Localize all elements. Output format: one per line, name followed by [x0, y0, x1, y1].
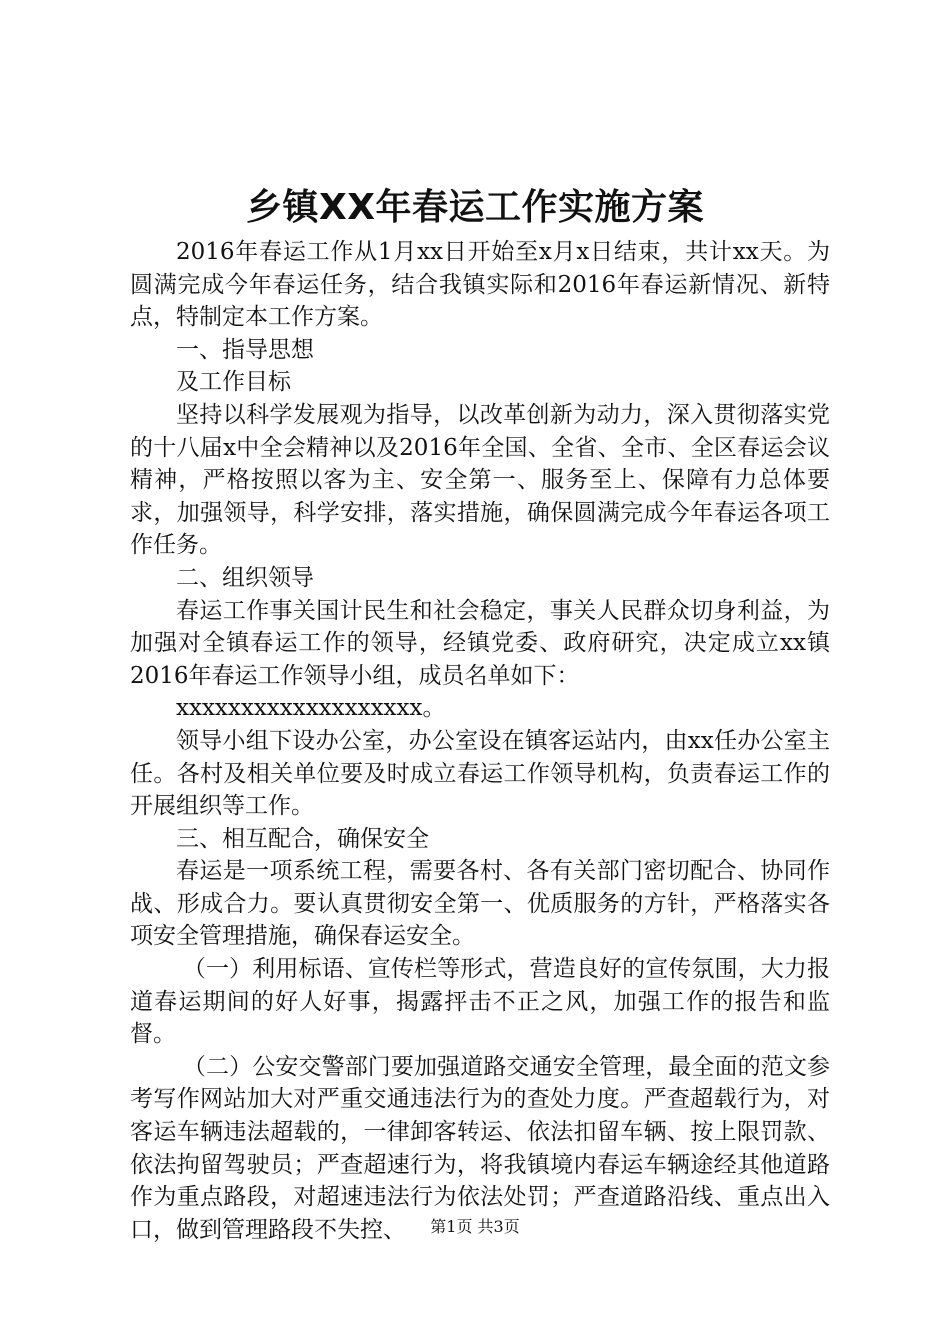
paragraph-guiding-thought: 坚持以科学发展观为指导，以改革创新为动力，深入贯彻落实党的十八届x中全会精神以及2016年全国、全省、全市、全区春运会议精神，严格按照以客为主、安全第一、服务至上、保障有力总体要求，加强领导，科学安排，落实措施，确保圆满完成今年春运各项工作任务。	[130, 401, 830, 559]
heading-organization: 二、组织领导	[176, 564, 314, 591]
document-body	[130, 236, 830, 1246]
page-footer: 第1页 共3页	[430, 1217, 520, 1236]
document-title: 乡镇XX年春运工作实施方案	[245, 187, 704, 228]
paragraph-cooperation: 春运是一项系统工程，需要各村、各有关部门密切配合、协同作战、形成合力。要认真贯彻安全第一、优质服务的方针，严格落实各项安全管理措施，确保春运安全。	[130, 858, 830, 950]
paragraph-intro: 2016年春运工作从1月xx日开始至x月x日结束，共计xx天。为圆满完成今年春运任务，结合我镇实际和2016年春运新情况、新特点，特制定本工作方案。	[130, 239, 830, 331]
paragraph-item-2: （二）公安交警部门要加强道路交通安全管理，最全面的范文参考写作网站加大对严重交通违法行为的查处力度。严查超载行为，对客运车辆违法超载的，一律卸客转运、依法扣留车辆、按上限罚款、依法拘留驾驶员；严查超速行为，将我镇境内春运车辆途经其他道路作为重点路段，对超速违法行为依法处罚；严查道路沿线、重点出入口，做到管理路段不失控、	[130, 1053, 830, 1243]
heading-cooperation: 三、相互配合，确保安全	[176, 825, 429, 852]
paragraph-office: 领导小组下设办公室，办公室设在镇客运站内，由xx任办公室主任。各村及相关单位要及时成立春运工作领导机构，负责春运工作的开展组织等工作。	[130, 727, 830, 820]
paragraph-organization: 春运工作事关国计民生和社会稳定，事关人民群众切身利益，为加强对全镇春运工作的领导，经镇党委、政府研究，决定成立xx镇2016年春运工作领导小组，成员名单如下：	[130, 597, 830, 689]
heading-guiding-thought: 一、指导思想	[176, 336, 314, 363]
heading-work-goal: 及工作目标	[176, 369, 291, 396]
paragraph-member-list: xxxxxxxxxxxxxxxxxxx。	[176, 695, 446, 722]
paragraph-item-1: （一）利用标语、宣传栏等形式，营造良好的宣传氛围，大力报道春运期间的好人好事，揭露抨击不正之风，加强工作的报告和监督。	[130, 956, 830, 1048]
